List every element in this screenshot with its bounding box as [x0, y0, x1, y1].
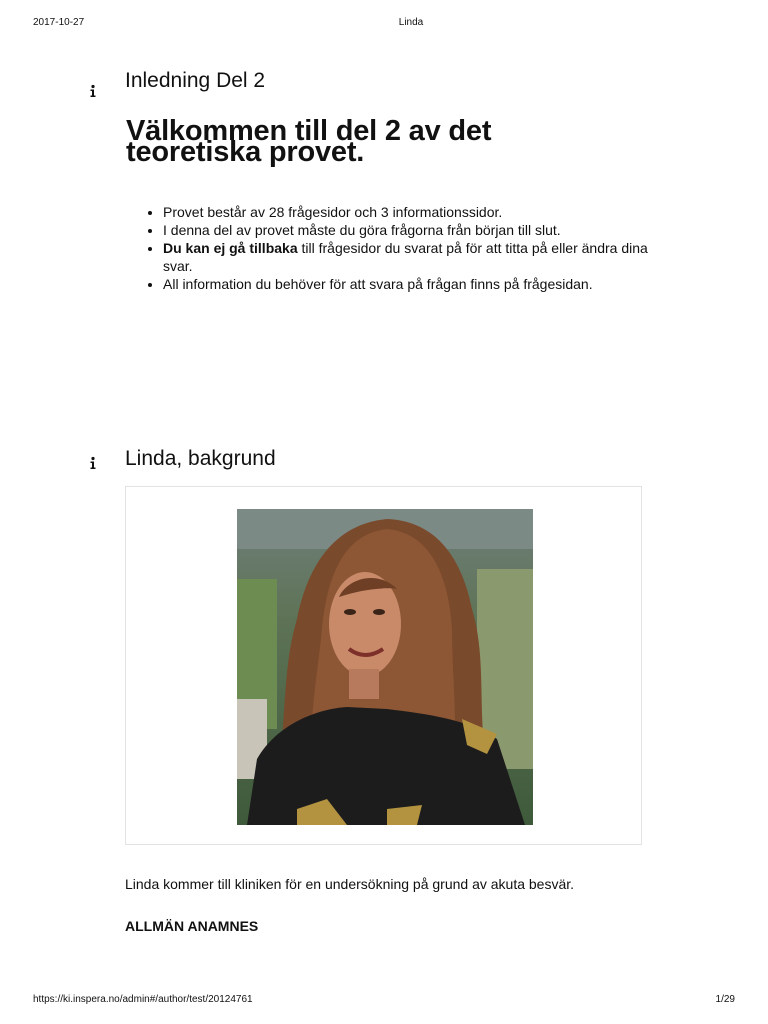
print-title: Linda — [398, 17, 424, 28]
portrait-photo — [237, 509, 533, 825]
list-item: • Provet består av 28 frågesidor och 3 informationssidor. — [163, 203, 663, 221]
warning-text: Du kan ej gå tillbaka — [163, 240, 298, 256]
instructions-list — [145, 203, 663, 293]
image-frame — [125, 486, 642, 845]
section-title: Linda, bakgrund — [125, 447, 276, 470]
page-number: 1/29 — [715, 994, 735, 1005]
info-icon[interactable] — [88, 456, 98, 470]
print-date: 2017-10-27 — [33, 17, 85, 28]
list-item: • Du kan ej gå tillbaka till frågesidor du svarat på för att titta på eller ändra dina svar. — [163, 239, 663, 275]
anamnesis-heading: ALLMÄN ANAMNES — [125, 918, 259, 934]
list-item: • All information du behöver för att svara på frågan finns på frågesidan. — [163, 275, 663, 293]
case-description: Linda kommer till kliniken för en undersökning på grund av akuta besvär. — [125, 876, 575, 892]
list-item: • I denna del av provet måste du göra frågorna från början till slut. — [163, 221, 663, 239]
info-icon[interactable] — [88, 84, 98, 98]
section-title: Inledning Del 2 — [125, 69, 266, 92]
welcome-heading: Välkommen till del 2 av det teoretiska provet. — [126, 115, 492, 168]
print-url: https://ki.inspera.no/admin#/author/test/20124761 — [33, 994, 253, 1005]
